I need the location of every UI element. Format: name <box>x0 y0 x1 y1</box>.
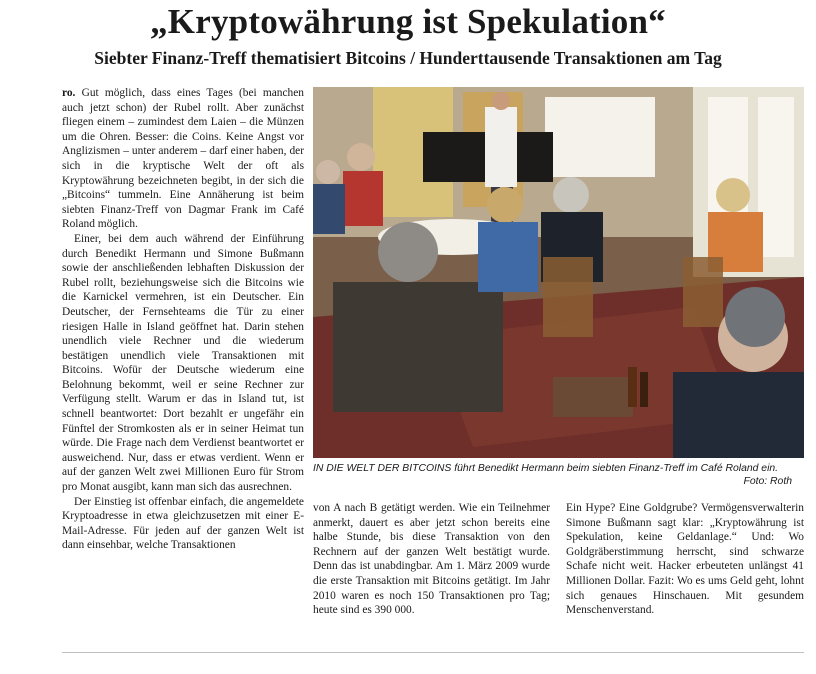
bottom-rule <box>62 652 804 653</box>
paragraph: Ein Hype? Eine Goldgrube? Vermögensverwalterin Simone Bußmann sagt klar: „Kryptowährung ist Spekulation, keine Geldanlage.“ Und: Wo Goldgräberstimmung herrscht, sind schwarze Schafe nicht weit. Hacker erbeuteten unlängst 41 Millionen Dollar. Fazit: Wo es ums Geld geht, lohnt sich genaues Hinschauen. Mit gesundem Menschenverstand. <box>566 502 804 617</box>
headline: „Kryptowährung ist Spekulation“ <box>150 2 666 41</box>
event-photo <box>313 87 804 458</box>
article-column-3 <box>566 501 804 618</box>
article-column-2 <box>313 501 550 618</box>
paragraph <box>62 86 304 232</box>
photo-credit: Foto: Roth <box>743 476 792 487</box>
paragraph: Der Einstieg ist offenbar einfach, die angemeldete Kryptoadresse in etwa gleichzusetzen mit einer E-Mail-Adresse. Für jeden auf der ganzen Welt ist dann einsehbar, welche Transaktionen <box>62 495 304 552</box>
author-tag: ro. <box>62 87 76 99</box>
photo-caption <box>313 462 804 487</box>
caption-text: IN DIE WELT DER BITCOINS führt Benedikt Hermann beim siebten Finanz-Treff im Café Roland ein. <box>313 463 779 474</box>
subheadline: Siebter Finanz-Treff thematisiert Bitcoins / Hunderttausende Transaktionen am Tag <box>94 48 722 68</box>
event-photo-illustration <box>313 87 804 458</box>
paragraph: Einer, bei dem auch während der Einführung durch Benedikt Hermann und Simone Bußmann sowie der anschließenden lebhaften Diskussion der Rubel rollt, beziehungsweise sich die Bitcoins wie die Karnickel vermehren, ist ein Deutscher. Ein Deutscher, der Fernsehteams die Tür zu einer riesigen Halle in Island geöffnet hat. Darin stehen unendlich viele Rechner und die wiederum bestätigen unendlich viele Transaktionen mit Bitcoins. Wofür der Deutsche wiederum eine Belohnung bekommt, weil er seine Rechner zur Verfügung stellt. Warum er das in Island tut, ist schnell beantwortet: Dort bezahlt er ungefähr ein Fünftel der Stromkosten als er in seiner Heimat tun würde. Die Frage nach dem Verdienst beantwortet er ausweichend. Nur, dass er etwas verdient. Wenn er auf der ganzen Welt zwei Millionen Euro für Strom pro Monat ausgibt, kann man sich das ausrechnen. <box>62 232 304 494</box>
article-column-1 <box>62 86 304 553</box>
paragraph: von A nach B getätigt werden. Wie ein Teilnehmer anmerkt, dauert es aber jetzt schon bereits eine halbe Stunde, bis diese Transaktion von den Rechnern auf der ganzen Welt bestätigt wurde. Denn das ist unabdingbar. Am 1. März 2009 wurde die erste Transaktion mit Bitcoins getätigt. Im Jahr 2010 waren es noch 150 Transaktionen pro Tag; heute sind es 390 000. <box>313 502 550 617</box>
paragraph-text: Gut möglich, dass eines Tages (bei manchen auch jetzt schon) der Rubel rollt. Aber zunächst fliegen einem – zumindest dem Laien – die Münzen um die Ohren. Besser: die Coins. Keine Angst vor Anglizismen – unter anderem – darf einer haben, der sich in die kryptische Welt der oft als Kryptowährung bezeichneten begibt, in der sich die „Bitcoins“ tummeln. Eine Annäherung ist beim siebten Finanz-Treff von Dagmar Frank im Café Roland möglich. <box>62 87 304 231</box>
